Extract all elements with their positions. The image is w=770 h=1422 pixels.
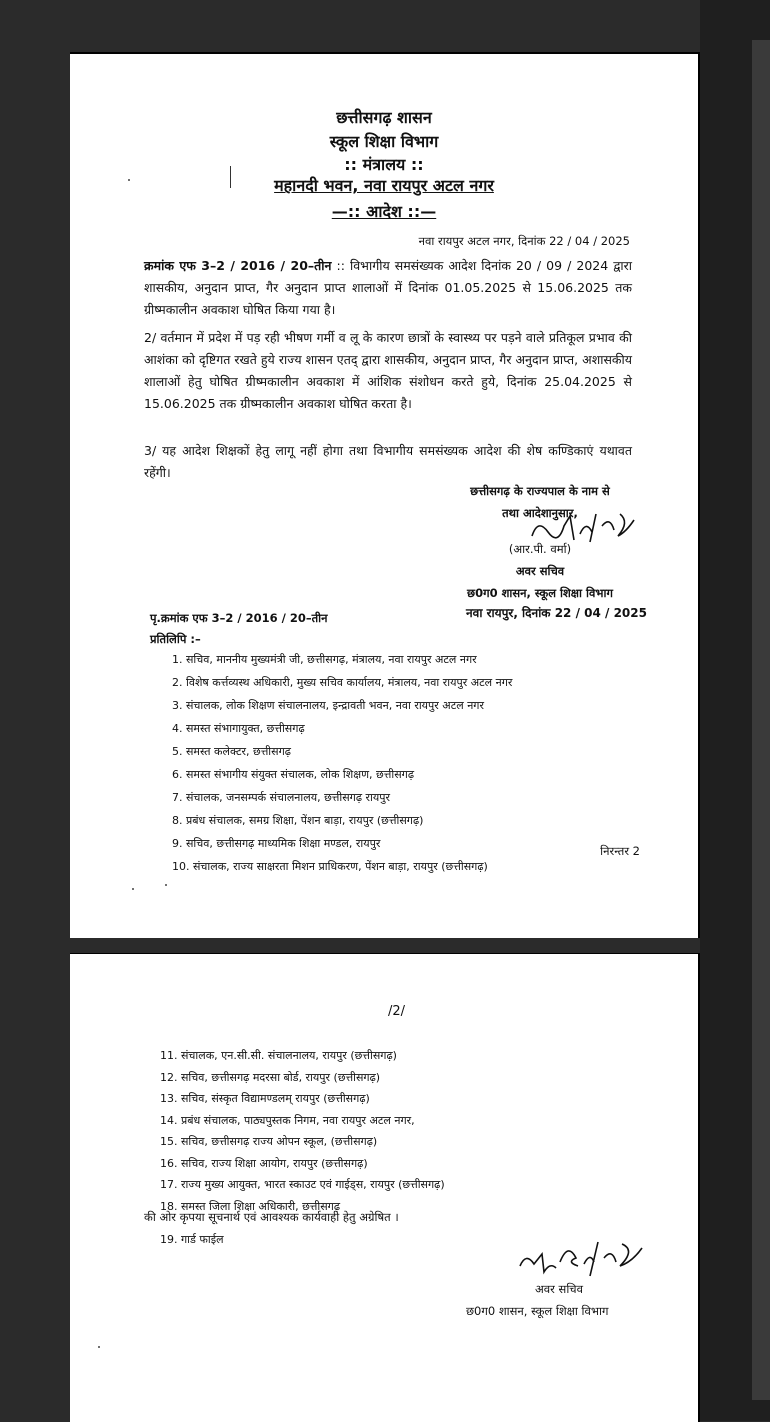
signatory-office: छ0ग0 शासन, स्कूल शिक्षा विभाग (467, 586, 613, 600)
signatory-office-2: छ0ग0 शासन, स्कूल शिक्षा विभाग (466, 1304, 609, 1318)
handwritten-signature-1 (530, 506, 640, 546)
list-item: 6. समस्त संभागीय संयुक्त संचालक, लोक शिक्षण, छत्तीसगढ़ (172, 768, 415, 781)
signatory-designation-2: अवर सचिव (535, 1282, 583, 1296)
list-item: 18. समस्त जिला शिक्षा अधिकारी, छत्तीसगढ़ (160, 1199, 341, 1213)
signature-authority: छत्तीसगढ़ के राज्यपाल के नाम से (470, 484, 610, 498)
paragraph-3: 3/ यह आदेश शिक्षकों हेतु लागू नहीं होगा तथा विभागीय समसंख्यक आदेश की शेष कण्डिकाएं यथावत रहेंगी। (144, 443, 632, 480)
list-item: 11. संचालक, एन.सी.सी. संचालनालय, रायपुर (छत्तीसगढ़) (160, 1049, 397, 1062)
order-place-date: नवा रायपुर अटल नगर, दिनांक 22 / 04 / 2025 (418, 234, 630, 248)
header-ministry: :: मंत्रालय :: (344, 155, 424, 174)
list-item: 8. प्रबंध संचालक, समग्र शिक्षा, पेंशन बाड़ा, रायपुर (छत्तीसगढ़) (172, 814, 424, 827)
list-item: 12. सचिव, छत्तीसगढ़ मदरसा बोर्ड, रायपुर (छत्तीसगढ़) (160, 1070, 381, 1084)
copy-recipient-list-1 (172, 652, 512, 882)
forward-note: की ओर कृपया सूचनार्थ एवं आवश्यक कार्यवाही हेतु अग्रेषित । (144, 1210, 399, 1224)
continued-note: निरन्तर 2 (600, 844, 640, 858)
header-order: —:: आदेश ::— (331, 202, 437, 221)
list-item: 5. समस्त कलेक्टर, छत्तीसगढ़ (172, 745, 291, 758)
list-item: 10. संचालक, राज्य साक्षरता मिशन प्राधिकरण, पेंशन बाड़ा, रायपुर (छत्तीसगढ़) (172, 860, 488, 873)
paragraph-1 (144, 255, 632, 321)
viewer-right-strip (700, 0, 770, 1421)
document-page-1 (70, 52, 700, 938)
document-page-2 (70, 953, 700, 1422)
paragraph-2: 2/ वर्तमान में प्रदेश में पड़ रही भीषण गर्मी व लू के कारण छात्रों के स्वास्थ्य पर पड़ने वाले प्रतिकूल प्रभाव की आशंका को दृष्टिगत रखते हुये राज्य शासन एतद् द्वारा शासकीय, अनुदान प्राप्त, गैर अनुदान प्राप्त, अशासकीय शालाओं हेतु घोषित ग्रीष्मकालीन अवकाश में आंशिक संशोधन करते हुये, दिनांक 25.04.2025 से 15.06.2025 तक ग्रीष्मकालीन अवकाश घोषित करता है। (144, 330, 632, 411)
list-item: 16. सचिव, राज्य शिक्षा आयोग, रायपुर (छत्तीसगढ़) (160, 1156, 368, 1170)
list-item: 14. प्रबंध संचालक, पाठ्यपुस्तक निगम, नवा रायपुर अटल नगर, (160, 1113, 415, 1127)
signature-order-line: तथा आदेशानुसार, (502, 506, 578, 520)
list-item: 1. सचिव, माननीय मुख्यमंत्री जी, छत्तीसगढ़, मंत्रालय, नवा रायपुर अटल नगर (172, 653, 477, 666)
header-department: स्कूल शिक्षा विभाग (329, 132, 439, 151)
list-item: 2. विशेष कर्त्तव्यस्थ अधिकारी, मुख्य सचिव कार्यालय, मंत्रालय, नवा रायपुर अटल नगर (172, 676, 513, 689)
list-item: 4. समस्त संभागायुक्त, छत्तीसगढ़ (172, 722, 305, 735)
signatory-designation: अवर सचिव (515, 564, 565, 578)
paragraph-1-text: :: विभागीय समसंख्यक आदेश दिनांक 20 / 09 / 2024 द्वारा शासकीय, अनुदान प्राप्त, गैर अनुदान प्राप्त शालाओं में दिनांक 01.05.2025 से 15.06.2025 तक ग्रीष्मकालीन अवकाश घोषित किया गया है। (144, 258, 632, 317)
signatory-name: (आर.पी. वर्मा) (508, 542, 572, 556)
header-govt: छत्तीसगढ़ शासन (336, 108, 432, 127)
guard-file-item: 19. गार्ड फाईल (160, 1233, 224, 1246)
list-item: 15. सचिव, छत्तीसगढ़ राज्य ओपन स्कूल, (छत्तीसगढ़) (160, 1135, 378, 1148)
signature-place-date: नवा रायपुर, दिनांक 22 / 04 / 2025 (466, 606, 647, 620)
copy-to-heading: प्रतिलिपि :– (150, 632, 201, 646)
endorsement-reference: पृ.क्रमांक एफ 3–2 / 2016 / 20–तीन (150, 611, 328, 625)
copy-recipient-list-2 (160, 1048, 445, 1220)
list-item: 13. सचिव, संस्कृत विद्यामण्डलम् रायपुर (छत्तीसगढ़) (160, 1092, 370, 1105)
order-reference: क्रमांक एफ 3–2 / 2016 / 20–तीन (144, 258, 332, 273)
list-item: 7. संचालक, जनसम्पर्क संचालनालय, छत्तीसगढ़ रायपुर (172, 791, 391, 804)
list-item: 3. संचालक, लोक शिक्षण संचालनालय, इन्द्रावती भवन, नवा रायपुर अटल नगर (172, 699, 484, 712)
list-item: 17. राज्य मुख्य आयुक्त, भारत स्काउट एवं गाईड्स, रायपुर (छत्तीसगढ़) (160, 1178, 445, 1191)
page-number: /2/ (388, 1004, 406, 1019)
list-item: 9. सचिव, छत्तीसगढ़ माध्यमिक शिक्षा मण्डल, रायपुर (172, 837, 381, 850)
header-address: महानदी भवन, नवा रायपुर अटल नगर (274, 176, 494, 195)
handwritten-signature-2 (516, 1232, 646, 1284)
